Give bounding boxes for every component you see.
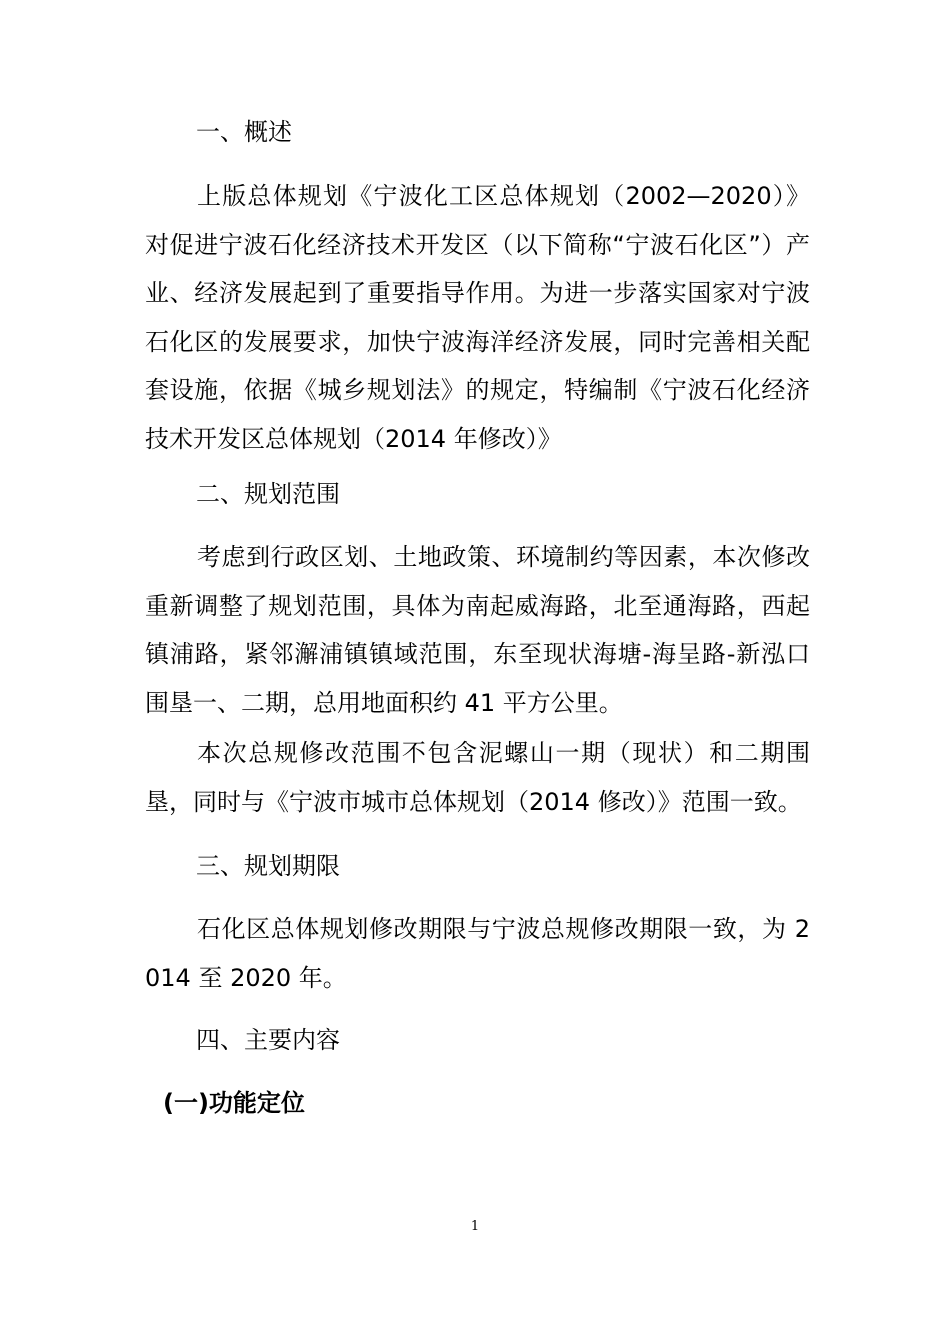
paragraph-scope-2: 本次总规修改范围不包含泥螺山一期（现状）和二期围垦，同时与《宁波市城市总体规划（2014 修改）》范围一致。 xyxy=(145,739,810,816)
paragraph-period: 石化区总体规划修改期限与宁波总规修改期限一致，为 2014 至 2020 年。 xyxy=(145,915,810,992)
subheading-function-positioning: (一)功能定位 xyxy=(163,1089,305,1117)
section-heading-overview: 一、概述 xyxy=(196,118,292,146)
section-heading-content: 四、主要内容 xyxy=(196,1026,340,1054)
section-heading-period: 三、规划期限 xyxy=(196,852,340,880)
page-number: 1 xyxy=(470,1219,480,1234)
section-heading-scope: 二、规划范围 xyxy=(196,480,340,508)
paragraph-scope-1: 考虑到行政区划、土地政策、环境制约等因素，本次修改重新调整了规划范围，具体为南起威海路，北至通海路，西起镇浦路，紧邻澥浦镇镇域范围，东至现状海塘-海呈路-新泓口围垦一、二期，总用地面积约 41 平方公里。 xyxy=(145,543,810,717)
paragraph-overview: 上版总体规划《宁波化工区总体规划（2002—2020）》对促进宁波石化经济技术开发区（以下简称“宁波石化区”）产业、经济发展起到了重要指导作用。为进一步落实国家对宁波石化区的发展要求，加快宁波海洋经济发展，同时完善相关配套设施，依据《城乡规划法》的规定，特编制《宁波石化经济技术开发区总体规划（2014 年修改）》 xyxy=(145,182,810,453)
